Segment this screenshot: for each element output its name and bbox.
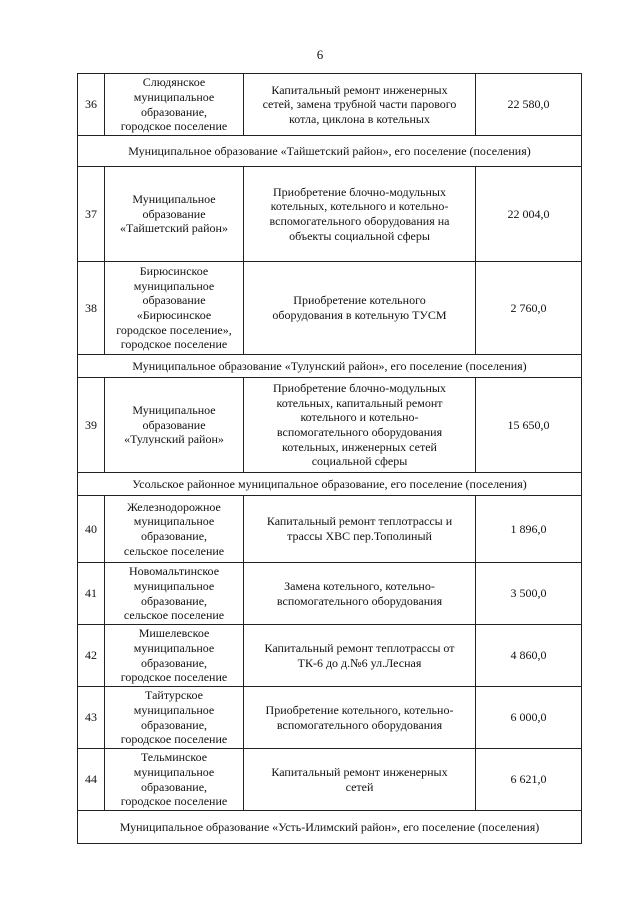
municipality-name-line: Тайтурское — [145, 688, 203, 703]
municipality-name-line: Муниципальное — [132, 192, 216, 207]
work-description-line: сетей, замена трубной части парового — [262, 97, 457, 112]
municipality-name-line: Мишелевское — [138, 626, 210, 641]
municipality-name-line: городское поселение — [120, 732, 228, 747]
section-title: Усольское районное муниципальное образование, его поселение (поселения) — [78, 473, 582, 496]
row-number: 39 — [78, 378, 105, 473]
work-description-cell — [244, 74, 476, 136]
work-description-cell — [244, 749, 476, 811]
section-header-row — [78, 473, 582, 496]
table-row — [78, 749, 582, 811]
municipality-cell — [105, 378, 244, 473]
municipality-name-line: Слюдянское — [142, 75, 206, 90]
work-description-line: котельных, капитальный ремонт — [276, 395, 443, 410]
amount-cell: 6 000,0 — [476, 687, 582, 749]
municipality-cell — [105, 625, 244, 687]
section-header-row — [78, 136, 582, 167]
funding-table — [77, 73, 582, 844]
municipality-name-line: сельское поселение — [123, 608, 225, 623]
municipality-name-line: муниципальное — [133, 578, 215, 593]
work-description-line: оборудования в котельную ТУСМ — [272, 308, 447, 322]
table-row — [78, 378, 582, 473]
page-number: 6 — [316, 47, 324, 62]
work-description-line: ТК-6 до д.№6 ул.Лесная — [297, 655, 422, 670]
municipality-name-line: «Бирюсинское — [136, 308, 212, 322]
municipality-name-line: образование, — [140, 593, 208, 608]
municipality-name-line: Железнодорожное — [127, 499, 221, 514]
amount-cell: 22 580,0 — [476, 74, 582, 136]
municipality-name-line: муниципальное — [133, 514, 215, 529]
work-description-line: Приобретение блочно-модульных — [273, 381, 446, 396]
municipality-cell — [105, 749, 244, 811]
work-description-cell — [244, 262, 476, 355]
work-description-line: Капитальный ремонт инженерных — [271, 764, 448, 779]
municipality-cell — [105, 262, 244, 355]
work-description-cell — [244, 625, 476, 687]
municipality-name-line: сельское поселение — [123, 543, 225, 558]
table-row — [78, 687, 582, 749]
row-number: 41 — [78, 563, 105, 625]
municipality-name-line: Новомальтинское — [128, 564, 220, 579]
work-description-line: Приобретение котельного — [293, 293, 426, 308]
municipality-name-line: «Тайшетский район» — [120, 221, 228, 236]
municipality-name-line: муниципальное — [133, 702, 215, 717]
municipality-name-line: муниципальное — [133, 89, 215, 104]
section-title: Муниципальное образование «Усть-Илимский район», его поселение (поселения) — [78, 811, 582, 844]
work-description-line: Капитальный ремонт теплотрассы и — [266, 514, 453, 529]
table-row — [78, 496, 582, 563]
work-description-line: Приобретение блочно-модульных — [273, 184, 446, 199]
municipality-name-line: образование, — [140, 529, 208, 543]
amount-cell: 6 621,0 — [476, 749, 582, 811]
municipality-name-line: городское поселение — [120, 119, 228, 134]
work-description-line: социальной сферы — [311, 454, 408, 469]
work-description-line: котла, циклона в котельных — [289, 111, 430, 126]
municipality-name-line: городское поселение», — [116, 322, 232, 337]
municipality-name-line: Тельминское — [140, 750, 208, 765]
work-description-line: вспомогательного оборудования — [276, 717, 443, 732]
amount-cell: 4 860,0 — [476, 625, 582, 687]
row-number: 42 — [78, 625, 105, 687]
work-description-line: Капитальный ремонт инженерных — [271, 82, 448, 97]
row-number: 40 — [78, 496, 105, 563]
amount-cell: 22 004,0 — [476, 167, 582, 262]
municipality-cell — [105, 74, 244, 136]
municipality-name-line: муниципальное — [133, 278, 215, 293]
table-row — [78, 625, 582, 687]
section-header-row — [78, 811, 582, 844]
section-title: Муниципальное образование «Тайшетский район», его поселение (поселения) — [78, 136, 582, 167]
municipality-name-line: Муниципальное — [132, 403, 216, 418]
municipality-name-line: образование, — [140, 717, 208, 732]
work-description-line: котельного и котельно- — [300, 410, 419, 425]
municipality-name-line: образование — [142, 206, 206, 221]
work-description-line: сетей — [345, 779, 374, 794]
work-description-line: вспомогательного оборудования — [276, 425, 443, 439]
amount-cell: 3 500,0 — [476, 563, 582, 625]
work-description-cell — [244, 496, 476, 563]
work-description-cell — [244, 687, 476, 749]
work-description-line: Замена котельного, котельно- — [284, 578, 435, 593]
row-number: 36 — [78, 74, 105, 136]
municipality-cell — [105, 496, 244, 563]
municipality-name-line: городское поселение — [120, 670, 228, 685]
row-number: 38 — [78, 262, 105, 355]
municipality-name-line: образование, — [140, 655, 208, 670]
amount-cell: 1 896,0 — [476, 496, 582, 563]
municipality-name-line: образование — [142, 417, 206, 432]
work-description-line: трассы ХВС пер.Тополиный — [287, 529, 432, 543]
work-description-line: объекты социальной сферы — [289, 228, 430, 243]
work-description-line: вспомогательного оборудования на — [269, 214, 450, 228]
row-number: 43 — [78, 687, 105, 749]
municipality-cell — [105, 687, 244, 749]
municipality-name-line: образование, — [140, 104, 208, 119]
section-title: Муниципальное образование «Тулунский район», его поселение (поселения) — [78, 355, 582, 378]
work-description-line: Приобретение котельного, котельно- — [265, 702, 454, 717]
work-description-line: котельных, котельного и котельно- — [270, 199, 449, 214]
work-description-cell — [244, 563, 476, 625]
row-number: 44 — [78, 749, 105, 811]
municipality-name-line: образование — [142, 293, 206, 308]
municipality-name-line: городское поселение — [120, 337, 228, 352]
municipality-name-line: городское поселение — [120, 794, 228, 809]
municipality-name-line: «Тулунский район» — [124, 432, 224, 447]
municipality-name-line: образование, — [140, 779, 208, 794]
section-header-row — [78, 355, 582, 378]
municipality-name-line: муниципальное — [133, 640, 215, 655]
work-description-line: котельных, инженерных сетей — [282, 439, 437, 454]
work-description-line: Капитальный ремонт теплотрассы от — [264, 640, 455, 655]
work-description-line: вспомогательного оборудования — [276, 593, 443, 608]
funding-table-body — [78, 74, 582, 844]
work-description-cell — [244, 167, 476, 262]
municipality-cell — [105, 167, 244, 262]
municipality-name-line: Бирюсинское — [139, 264, 209, 279]
municipality-cell — [105, 563, 244, 625]
table-row — [78, 167, 582, 262]
amount-cell: 15 650,0 — [476, 378, 582, 473]
table-row — [78, 74, 582, 136]
amount-cell: 2 760,0 — [476, 262, 582, 355]
municipality-name-line: муниципальное — [133, 764, 215, 779]
table-row — [78, 563, 582, 625]
work-description-cell — [244, 378, 476, 473]
row-number: 37 — [78, 167, 105, 262]
table-row — [78, 262, 582, 355]
